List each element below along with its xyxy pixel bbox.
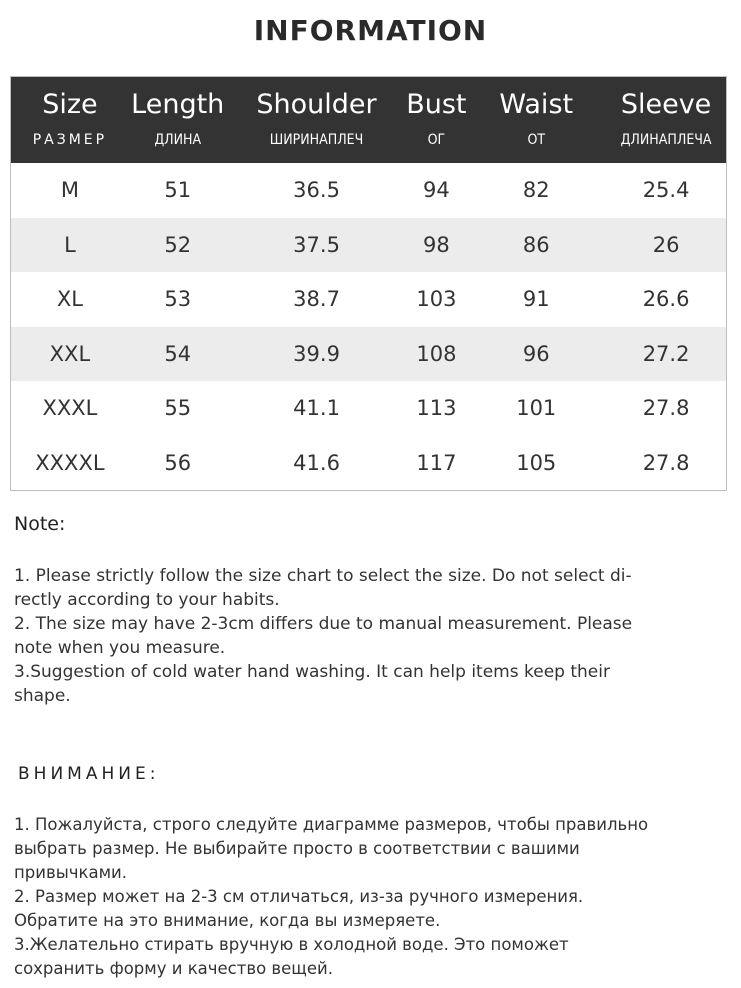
cell-shoulder: 41.1: [293, 396, 340, 421]
cell-bust: 108: [416, 341, 457, 366]
cell-shoulder: 39.9: [293, 341, 340, 366]
header-label-en: Waist: [499, 89, 574, 120]
notice-ru-text: 1. Пожалуйста, строго следуйте диаграмме размеров, чтобы правильно выбрать размер. Не выбирайте просто в соответствии с вашими привычками. 2. Размер может на 2-3 см отличаться, из-за ручного измерения. Обратите на это внимание, когда вы измеряете. 3.Желательно стирать вручную в холодной воде. Это поможет сохранить форму и качество вещей.: [14, 815, 649, 978]
size-chart-table: [10, 76, 727, 491]
header-label-ru: ОТ: [527, 132, 546, 148]
cell-sleeve: 26: [652, 232, 680, 257]
cell-waist: 82: [522, 178, 550, 203]
notice-ru-heading: ВНИМАНИЕ:: [18, 764, 160, 784]
cell-sleeve: 27.8: [642, 450, 690, 475]
cell-bust: 94: [423, 178, 450, 203]
table-row: [11, 218, 726, 273]
cell-size: XXL: [49, 341, 91, 366]
header-label-ru: ДЛИНАПЛЕЧА: [620, 132, 712, 148]
note-heading: Note:: [14, 513, 66, 535]
header-sleeve: [606, 77, 726, 163]
table-row: [11, 327, 726, 382]
cell-bust: 117: [416, 450, 457, 475]
cell-sleeve: 25.4: [642, 178, 690, 203]
cell-sleeve: 27.2: [642, 341, 690, 366]
cell-length: 53: [164, 287, 192, 312]
header-label-en: Length: [131, 89, 225, 120]
table-row: [11, 272, 726, 327]
cell-waist: 86: [522, 232, 550, 257]
header-bust: [406, 77, 466, 163]
cell-shoulder: 38.7: [293, 287, 340, 312]
header-label-ru: ШИРИНАПЛЕЧ: [269, 132, 364, 148]
header-label-ru: РАЗМЕР: [32, 132, 108, 148]
header-label-ru: ОГ: [427, 132, 446, 148]
header-label-ru: ДЛИНА: [154, 132, 202, 148]
cell-size: XL: [56, 287, 83, 312]
header-size: [11, 77, 129, 163]
cell-waist: 101: [516, 396, 557, 421]
cell-sleeve: 27.8: [642, 396, 690, 421]
table-row: [11, 163, 726, 218]
cell-length: 52: [164, 232, 192, 257]
cell-bust: 113: [416, 396, 457, 421]
header-waist: [466, 77, 606, 163]
cell-shoulder: 36.5: [293, 178, 340, 203]
table-header: [11, 77, 726, 163]
cell-shoulder: 37.5: [293, 232, 340, 257]
header-label-en: Size: [42, 89, 98, 120]
cell-size: XXXL: [42, 396, 98, 421]
cell-waist: 91: [522, 287, 550, 312]
table-row: [11, 436, 726, 491]
cell-bust: 98: [423, 232, 450, 257]
header-label-en: Sleeve: [620, 89, 712, 120]
cell-waist: 105: [516, 450, 557, 475]
cell-shoulder: 41.6: [293, 450, 340, 475]
header-shoulder: [227, 77, 407, 163]
cell-bust: 103: [416, 287, 457, 312]
cell-length: 56: [164, 450, 192, 475]
cell-length: 55: [164, 396, 192, 421]
cell-sleeve: 26.6: [642, 287, 690, 312]
cell-size: XXXXL: [35, 450, 105, 475]
cell-length: 54: [164, 341, 192, 366]
cell-size: L: [64, 232, 76, 257]
note-text: 1. Please strictly follow the size chart to select the size. Do not select di- rectly according to your habits. 2. The size may have 2-3cm differs due to manual measurement. Please note when you measure. 3.Suggestion of cold water hand washing. It can help items keep their shape.: [14, 566, 633, 706]
cell-waist: 96: [522, 341, 550, 366]
header-length: [129, 77, 227, 163]
cell-size: M: [60, 178, 79, 203]
page-title: INFORMATION: [253, 14, 488, 47]
header-label-en: Bust: [406, 89, 467, 120]
cell-length: 51: [164, 178, 192, 203]
table-row: [11, 381, 726, 436]
header-label-en: Shoulder: [256, 89, 377, 120]
